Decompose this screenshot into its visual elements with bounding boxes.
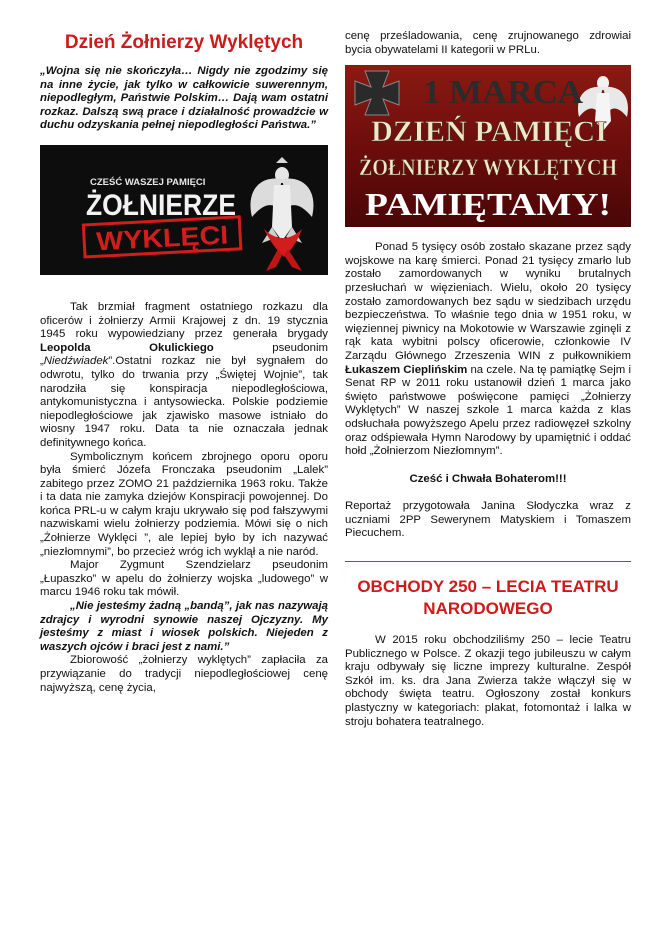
paragraph-3: Major Zygmunt Szendzielarz pseudonim „Łupaszko” w apelu do żołnierzy wojska „ludowego” w marcu 1946 roku tak mówił. <box>40 559 328 599</box>
pr1-text-a: Ponad 5 tysięcy osób zostało skazane przez sądy wojskowe na karę śmierci. Ponad 21 tysięcy zmarło lub zostało zamordowanych w wyniku brutalnych przesłuchań w więzieniach. Wielu, około 20 tysięcy zostało zamordowanych bez sądu w siedzibach urzędu bezpieczeństwa. To właśnie tego dnia w 1951 roku, w więziennej piwnicy na Mokotowie w Warszawie zginęli z rąk kata wybitni polscy oficerowie, członkowie IV Zarządu Głównego Zrzeszenia WIN z pułkownikiem <box>345 241 631 362</box>
p1-text-a: Tak brzmiał fragment ostatniego rozkazu dla oficerów i żołnierzy Armii Krajowej z dn. 19 stycznia 1945 roku wypowiedziany przez generała brygady <box>40 300 328 341</box>
paragraph-2: Symbolicznym końcem zbrojnego oporu oporu była śmierć Józefa Fronczaka pseudonim „Lalek” zabitego przez ZOMO 21 października 1963 roku. Także i ta data nie zamyka dziejów Konspiracji powojennej. Do końca PRL-u w całym kraju ukrywało się pod fałszywymi nazwiskami wielu żołnierzy podziemia. Mówi się o nich „Żołnierze Wyklęci ”, ale lepiej było by ich nazywać „niezłomnymi”, bo przecież wróg ich wyklął a nie naród. <box>40 450 328 558</box>
article-title: Dzień Żołnierzy Wyklętych <box>64 32 304 53</box>
poster-line-4: PAMIĘTAMY! <box>365 186 611 223</box>
left-column <box>40 0 328 695</box>
section-divider <box>345 561 631 562</box>
report-credits: Reportaż przygotowała Janina Słodyczka wraz z uczniami 2PP Sewerynem Matyskiem i Tomaszem Piecuchem. <box>345 500 631 540</box>
remembrance-day-poster-image <box>345 65 631 227</box>
p1-text-b: pseudonim „ <box>40 341 328 368</box>
banner-line-2: ŻOŁNIERZE <box>86 188 236 222</box>
p1-name-okulicki: Leopolda Okulickiego <box>40 341 214 354</box>
cursed-soldiers-banner-image <box>40 145 328 275</box>
opening-quote: „Wojna się nie skończyła… Nigdy nie zgodzimy się na inne życie, jak tylko w całkowicie suwerennym, niepodległym, Państwie Polskim… Dają wam ostatni rozkaz. Dalszą swą prace i działalność prowadźcie w duchu odzyskania pełnej niepodległości Państwa.” <box>40 65 328 132</box>
poster-graphic <box>345 65 631 227</box>
theatre-article-title: OBCHODY 250 – LECIA TEATRU NARODOWEGO <box>357 577 619 619</box>
right-column <box>345 0 631 729</box>
paragraph-continued: cenę prześladowania, cenę zrujnowanego zdrowiai bycia obywatelami II kategorii w PRLu. <box>345 30 631 56</box>
poster-line-3: ŻOŁNIERZY WYKLĘTYCH <box>359 155 618 181</box>
banner-line-1: CZEŚĆ WASZEJ PAMIĘCI <box>90 176 206 188</box>
paragraph-5: Zbiorowość „żołnierzy wyklętych” zapłaciła za przywiązanie do tradycji niepodległościowej cenę najwyższą, cenę życia, <box>40 654 328 694</box>
poster-line-1: 1 MARCA <box>423 74 584 112</box>
paragraph-right-1 <box>345 241 631 459</box>
cheer-line: Cześć i Chwała Bohaterom!!! <box>409 472 567 485</box>
banner-graphic <box>40 145 328 275</box>
poster-line-2: DZIEŃ PAMIĘCI <box>371 115 607 149</box>
pr1-name-cieplinski: Łukaszem Cieplińskim <box>345 363 468 376</box>
banner-line-3: WYKLĘCI <box>95 220 217 257</box>
pr1-text-b: na czele. Na tę pamiątkę Sejm i Senat RP w 2011 roku ustanowił dzień 1 marca jako święto państwowe poświęcone pamięci „Żołnierzy Wyklętych” W naszej szkole 1 marca każda z klas odsłuchała powyższego Apelu przez radiowęzeł szkolny oraz odśpiewała Hymn Narodowy by upamiętnić i oddać hołd „Żołnierzom Niezłomnym”. <box>345 363 632 458</box>
p1-pseudonym: Niedźwiadek <box>43 355 109 368</box>
paragraph-4-quote: „Nie jesteśmy żadną „bandą”, jak nas nazywają zdrajcy i wyrodni synowie naszej Ojczyzny. My jesteśmy z miast i wiosek polskich. Niejeden z waszych ojców i braci jest z nami.” <box>40 600 328 653</box>
paragraph-1 <box>40 301 328 451</box>
p1-text-c: ”.Ostatni rozkaz nie był sygnałem do odwrotu, tylko do trwania przy „Świętej Wojnie”, tak narodziła się konspiracja niepodległościowa, antykomunistyczna i antysowiecka. Polskie podziemie niepodległościowe jak zjawisko masowe istniało do wiosny 1947 roku. Data ta nie oznaczała jednak definitywnego końca. <box>40 355 328 449</box>
paragraph-theatre: W 2015 roku obchodziliśmy 250 – lecie Teatru Publicznego w Polsce. Z okazji tego jubileuszu w całym kraju odbywały się liczne imprezy kulturalne. Zespół Szkół im. ks. dra Jana Zwierza także włączył się w obchody święta teatru. Ogłoszony został konkurs plastyczny w kategoriach: plakat, fotomontaż i lalka w stroju bohatera teatralnego. <box>345 634 631 728</box>
